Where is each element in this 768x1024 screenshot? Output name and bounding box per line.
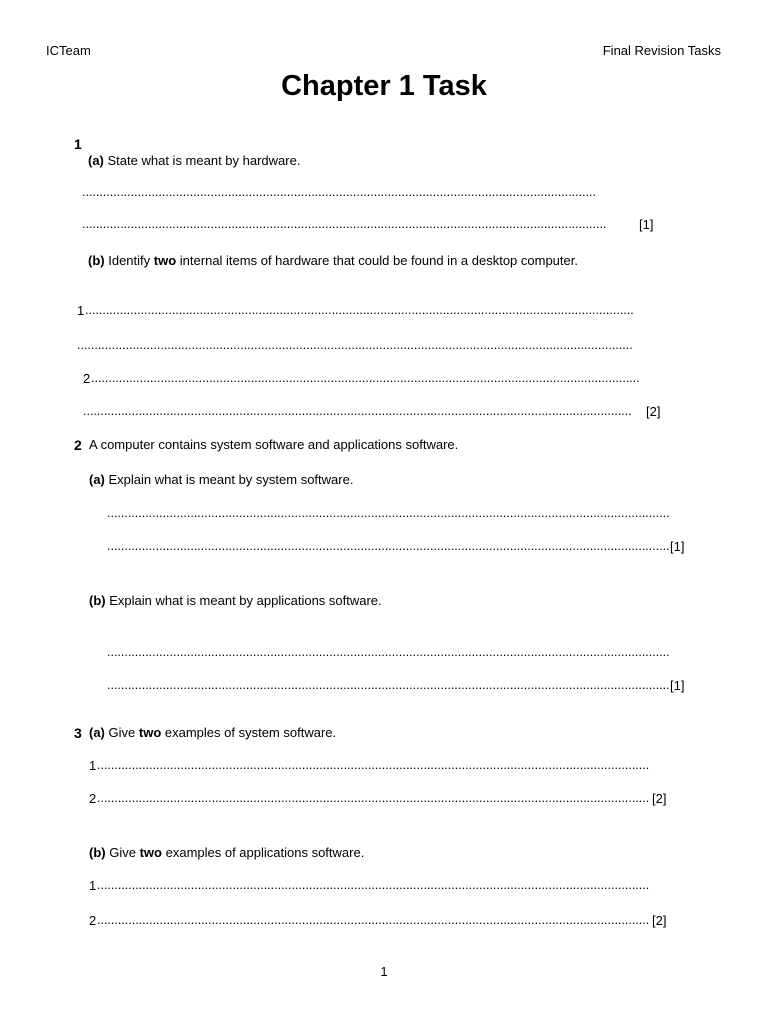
page-title: Chapter 1 Task — [281, 70, 487, 102]
answer-line: .............................................................................................................................................................. — [85, 303, 634, 317]
question-1a — [88, 153, 300, 168]
question-1b-post: internal items of hardware that could be found in a desktop computer. — [179, 253, 578, 268]
marks-label: [1] — [670, 539, 685, 554]
answer-number: 1 — [89, 878, 97, 893]
question-1b-label: (b) — [88, 253, 105, 268]
question-2a-text: Explain what is meant by system software. — [108, 472, 354, 487]
answer-number: 2 — [83, 371, 91, 386]
answer-line: .............................................................................................................................................................. — [83, 404, 632, 418]
question-3b-label: (b) — [89, 845, 106, 860]
answer-number: 1 — [77, 303, 85, 318]
question-1a-text: State what is meant by hardware. — [107, 153, 301, 168]
question-1-number: 1 — [74, 136, 82, 152]
question-3-number: 3 — [74, 725, 82, 741]
marks-label: [2] — [652, 913, 667, 928]
answer-line: ............................................................................................................................................................... — [97, 878, 650, 892]
question-3b — [89, 845, 364, 860]
question-3b-pre: Give — [109, 845, 136, 860]
question-3a-label: (a) — [89, 725, 105, 740]
question-2a-label: (a) — [89, 472, 105, 487]
answer-number: 1 — [89, 758, 97, 773]
question-3a-post: examples of system software. — [164, 725, 337, 740]
answer-line: ............................................................................................................................................................... — [97, 758, 650, 772]
answer-line: .................................................................................................................................................................. — [107, 678, 670, 692]
question-3a-pre: Give — [108, 725, 136, 740]
answer-number: 2 — [89, 791, 97, 806]
question-1a-label: (a) — [88, 153, 104, 168]
question-3a-bold: two — [138, 725, 162, 740]
question-1b — [88, 253, 578, 268]
answer-line: .................................................................................................................................................................. — [107, 506, 670, 520]
answer-line: .................................................................................................................................................... — [82, 185, 596, 199]
question-2b-label: (b) — [89, 593, 106, 608]
marks-label: [1] — [639, 217, 654, 232]
question-2a — [89, 472, 353, 487]
question-1b-pre: Identify — [108, 253, 151, 268]
question-2-intro: A computer contains system software and applications software. — [89, 437, 459, 452]
answer-line: ............................................................................................................................................................... — [97, 791, 650, 805]
header-right: Final Revision Tasks — [602, 43, 721, 58]
marks-label: [2] — [652, 791, 667, 806]
answer-line: ................................................................................................................................................................ — [77, 338, 633, 352]
question-3b-bold: two — [139, 845, 162, 860]
page-number: 1 — [380, 964, 388, 979]
answer-number: 2 — [89, 913, 97, 928]
question-3a — [89, 725, 336, 740]
answer-line: .................................................................................................................................................................. — [107, 645, 670, 659]
answer-line: .............................................................................................................................................................. — [91, 371, 640, 385]
answer-line: .................................................................................................................................................................. — [107, 539, 670, 553]
question-2b-text: Explain what is meant by applications software. — [109, 593, 382, 608]
question-2-number: 2 — [74, 437, 82, 453]
answer-line: ....................................................................................................................................................... — [82, 217, 607, 231]
header-left: ICTeam — [46, 43, 91, 58]
answer-line: ............................................................................................................................................................... — [97, 913, 650, 927]
question-3b-post: examples of applications software. — [165, 845, 365, 860]
marks-label: [1] — [670, 678, 685, 693]
question-2b — [89, 593, 382, 608]
question-1b-bold: two — [153, 253, 177, 268]
marks-label: [2] — [646, 404, 661, 419]
